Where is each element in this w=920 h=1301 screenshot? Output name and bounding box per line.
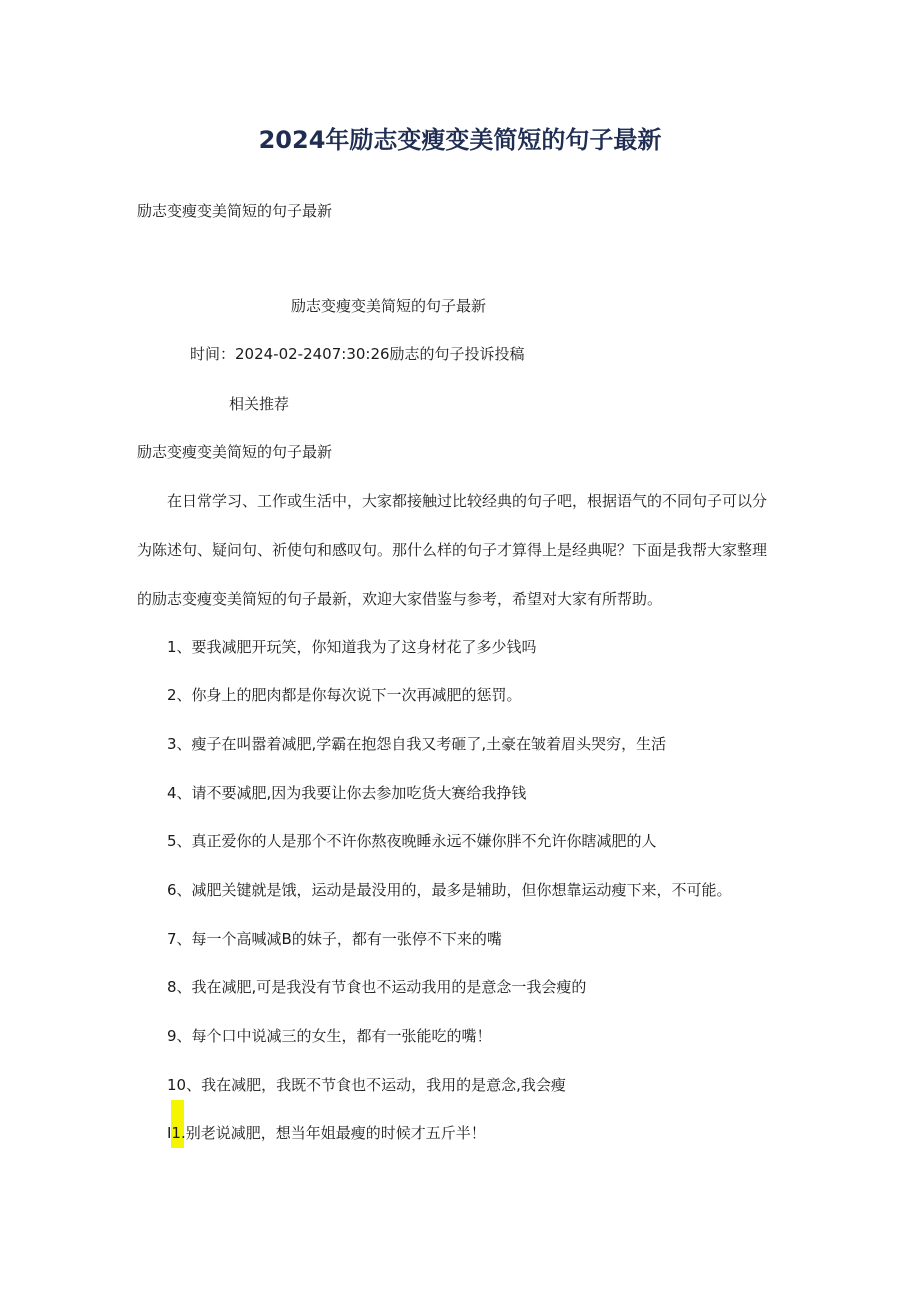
inner-title: 励志变瘦变美简短的句子最新 [291, 297, 487, 315]
intro-line-3: 的励志变瘦变美简短的句子最新，欢迎大家借鉴与参考，希望对大家有所帮助。 [137, 590, 663, 608]
list-item: 6、减肥关键就是饿，运动是最没用的，最多是辅助，但你想靠运动瘦下来，不可能。 [167, 881, 732, 899]
list-item: 7、每一个高喊减B的妹子，都有一张停不下来的嘴 [167, 930, 502, 948]
list-item: 5、真正爱你的人是那个不许你熬夜晚睡永远不嫌你胖不允许你瞎减肥的人 [167, 832, 657, 850]
intro-line-2: 为陈述句、疑问句、祈使句和感叹句。那什么样的句子才算得上是经典呢？下面是我帮大家整理 [137, 541, 768, 559]
list-item: 10、我在减肥，我既不节食也不运动，我用的是意念,我会瘦 [167, 1076, 566, 1094]
list-item: 2、你身上的肥肉都是你每次说下一次再减肥的惩罚。 [167, 686, 522, 704]
list-item: 1、要我减肥开玩笑，你知道我为了这身材花了多少钱吗 [167, 638, 537, 656]
meta-line: 时间：2024-02-2407:30:26励志的句子投诉投稿 [190, 345, 525, 363]
list-item: 9、每个口中说减三的女生，都有一张能吃的嘴！ [167, 1027, 492, 1045]
list-item: 4、请不要减肥,因为我要让你去参加吃货大赛给我挣钱 [167, 784, 527, 802]
related-recommendations: 相关推荐 [229, 395, 290, 413]
section-heading: 励志变瘦变美简短的句子最新 [137, 443, 333, 461]
intro-line-1: 在日常学习、工作或生活中，大家都接触过比较经典的句子吧，根据语气的不同句子可以分 [167, 492, 768, 510]
list-item: 8、我在减肥,可是我没有节食也不运动我用的是意念一我会瘦的 [167, 978, 587, 996]
document-title: 2024年励志变瘦变美简短的句子最新 [258, 126, 662, 154]
list-item: I1.别老说减肥，想当年姐最瘦的时候才五斤半！ [167, 1124, 486, 1142]
document-subtitle: 励志变瘦变美简短的句子最新 [137, 202, 333, 220]
list-item: 3、瘦子在叫嚣着减肥,学霸在抱怨自我又考砸了,土豪在皱着眉头哭穷，生活 [167, 735, 667, 753]
